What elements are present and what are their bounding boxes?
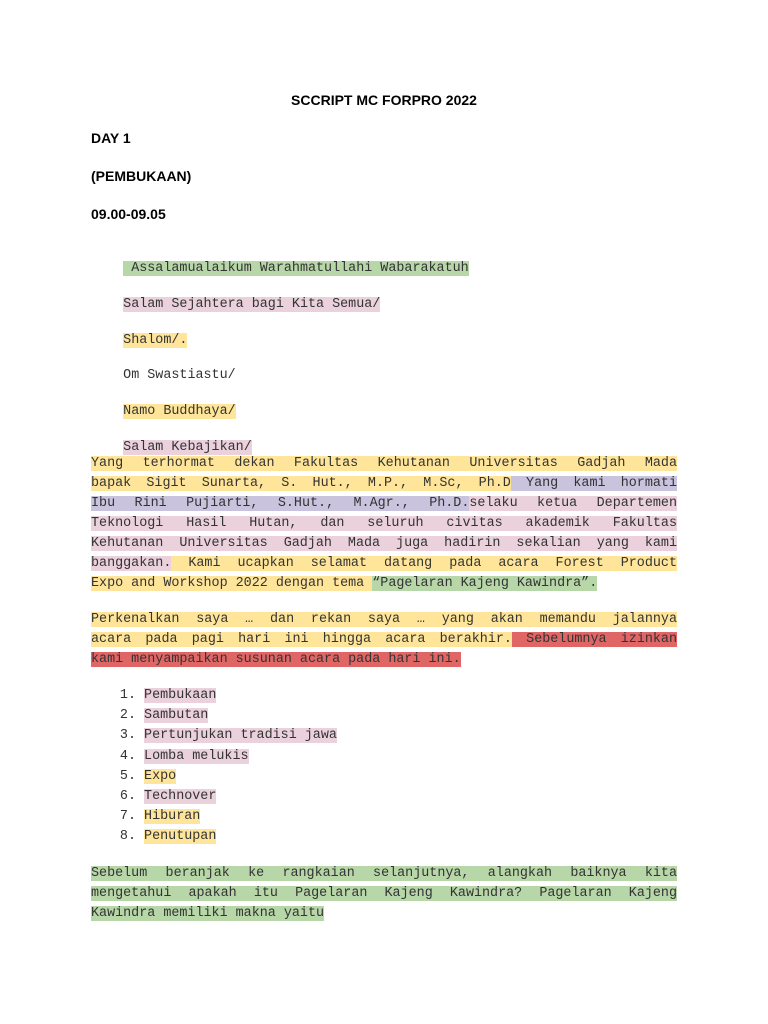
agenda-item xyxy=(91,747,337,767)
greeting-line xyxy=(91,311,188,348)
agenda-number: 5. xyxy=(119,768,136,784)
greeting-text: Shalom/. xyxy=(123,333,188,348)
agenda-number: 6. xyxy=(119,788,136,804)
agenda-number: 1. xyxy=(119,688,136,703)
agenda-label: Lomba melukis xyxy=(144,748,249,764)
paragraph-line xyxy=(91,610,677,630)
agenda-number: 2. xyxy=(119,708,136,724)
greeting-line xyxy=(91,382,236,419)
agenda-item xyxy=(91,787,337,807)
agenda-item xyxy=(91,686,337,706)
agenda-item xyxy=(91,726,337,746)
day-heading: DAY 1 xyxy=(91,130,131,146)
agenda-number: 7. xyxy=(119,809,136,825)
agenda-item xyxy=(91,827,337,847)
greeting-line xyxy=(91,239,469,276)
agenda-label: Expo xyxy=(144,768,177,784)
department-text: Teknologi Hasil Hutan, dan seluruh civitas akademik Fakultas xyxy=(91,516,677,531)
paragraph-line xyxy=(91,884,677,904)
welcome-text: Expo and Workshop 2022 dengan tema xyxy=(91,576,373,591)
section-heading: (PEMBUKAAN) xyxy=(91,168,192,184)
agenda-list xyxy=(91,686,337,848)
introduction-paragraph xyxy=(91,610,677,670)
greeting-text: Om Swastiastu/ xyxy=(123,368,236,383)
paragraph-line xyxy=(91,630,677,650)
agenda-number: 4. xyxy=(119,748,136,764)
greeting-text: Assalamualaikum Warahmatullahi Wabarakatuh xyxy=(123,261,469,276)
host-introduction: Perkenalkan saya … dan rekan saya … yang akan memandu jalannya xyxy=(91,612,677,627)
honored-greeting: Yang kami hormati xyxy=(510,476,677,491)
paragraph-line xyxy=(91,494,677,514)
head-name: Ibu Rini Pujiarti, S.Hut., M.Agr., Ph.D. xyxy=(91,496,470,511)
closing-text: Kawindra memiliki makna yaitu xyxy=(91,906,325,921)
greeting-line xyxy=(91,275,381,312)
paragraph-line xyxy=(91,650,677,670)
greeting-line xyxy=(91,346,236,383)
paragraph-line xyxy=(91,864,677,884)
agenda-item xyxy=(91,706,337,726)
agenda-label: Pembukaan xyxy=(144,688,217,703)
paragraph-line xyxy=(91,554,677,574)
agenda-label: Technover xyxy=(144,788,217,804)
agenda-label: Hiburan xyxy=(144,809,201,825)
event-theme: “Pagelaran Kajeng Kawindra”. xyxy=(372,576,598,591)
agenda-intro: kami menyampaikan susunan acara pada hari ini. xyxy=(91,652,461,667)
agenda-label: Penutupan xyxy=(144,829,217,845)
agenda-number: 3. xyxy=(119,728,136,744)
department-text: selaku ketua Departemen xyxy=(469,496,677,511)
agenda-number: 8. xyxy=(119,829,136,845)
agenda-label: Sambutan xyxy=(144,708,209,724)
paragraph-line xyxy=(91,904,677,924)
closing-text: mengetahui apakah itu Pagelaran Kajeng Kawindra? Pagelaran Kajeng xyxy=(91,886,677,901)
dean-greeting: Yang terhormat dekan Fakultas Kehutanan Universitas Gadjah Mada xyxy=(91,456,677,471)
closing-paragraph xyxy=(91,864,677,924)
welcome-text: Kami ucapkan selamat datang pada acara Forest Product xyxy=(171,556,677,571)
greeting-text: Namo Buddhaya/ xyxy=(123,404,236,419)
paragraph-line xyxy=(91,534,677,554)
agenda-intro: Sebelumnya izinkan xyxy=(511,632,677,647)
paragraph-line xyxy=(91,514,677,534)
agenda-label: Pertunjukan tradisi jawa xyxy=(144,728,337,744)
agenda-item xyxy=(91,807,337,827)
paragraph-line xyxy=(91,454,677,474)
welcome-paragraph xyxy=(91,454,677,594)
greeting-line xyxy=(91,418,252,455)
agenda-item xyxy=(91,767,337,787)
audience-text: Kehutanan Universitas Gadjah Mada juga hadirin sekalian yang kami xyxy=(91,536,677,551)
dean-name: bapak Sigit Sunarta, S. Hut., M.P., M.Sc, Ph.D xyxy=(91,476,511,491)
closing-text: Sebelum beranjak ke rangkaian selanjutnya, alangkah baiknya kita xyxy=(91,866,677,881)
greeting-text: Salam Sejahtera bagi Kita Semua/ xyxy=(123,297,381,312)
greeting-text: Salam Kebajikan/ xyxy=(123,440,252,455)
paragraph-line xyxy=(91,574,677,594)
audience-text: banggakan. xyxy=(91,556,172,571)
time-heading: 09.00-09.05 xyxy=(91,206,166,222)
host-introduction: acara pada pagi hari ini hingga acara berakhir. xyxy=(91,632,512,647)
document-title: SCCRIPT MC FORPRO 2022 xyxy=(291,92,477,108)
paragraph-line xyxy=(91,474,677,494)
